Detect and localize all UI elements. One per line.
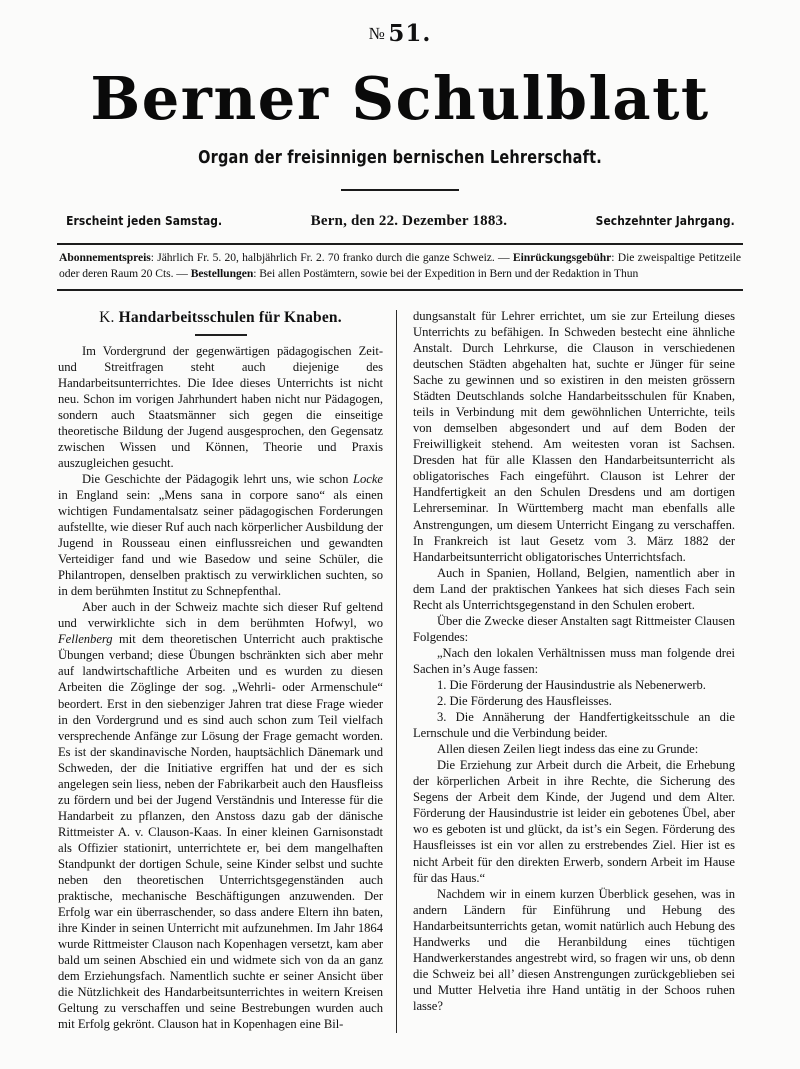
publication-frequency: Erscheint jeden Samstag. <box>66 213 223 228</box>
article-paragraph: Nachdem wir in einem kurzen Überblick gesehen, was in andern Ländern für Einführung und Hebung des Handarbeitsunterrichts getan, womit natürlich auch Hebung des Handwerks und die Heranbildung eines tüchtigen Handwerkerstandes angestrebt wird, so fragen wir uns, ob denn die Schweiz bei all’ diesen Anstrengungen zurückgeblieben sei und Mutter Helvetia ihre Hand untätig in der Schoos ruhen lasse? <box>413 886 735 1013</box>
article-paragraph: 1. Die Förderung der Hausindustrie als Nebenerwerb. <box>436 677 706 692</box>
article-paragraph: Die Erziehung zur Arbeit durch die Arbeit, die Erhebung der körperlichen Arbeit in ihre Rechte, die Sicherung des Segens der Arbeit dem Kinde, der Jugend und dem Alter. Förderung der Hausindustrie ist leider ein gebotenes Übel, aber wo es geboten ist und glückt, da ist’s ein Segen. Förderung des Hausfleisses ist ein vor allen zu erstrebendes Ziel. Hier ist es nicht Arbeit für den direkten Erwerb, sondern Arbeit im Hause für das Haus.“ <box>413 758 735 885</box>
volume-year: Sechzehnter Jahrgang. <box>595 213 735 228</box>
subscription-info-box <box>57 243 743 291</box>
issue-number-value: 51. <box>388 20 432 47</box>
article-paragraph: 2. Die Förderung des Hausfleisses. <box>436 694 612 709</box>
article-title <box>58 309 383 327</box>
subscription-price-label: Abonnementspreis <box>59 251 151 264</box>
subscription-text <box>59 250 741 283</box>
emphasis-text: Fellenberg <box>58 632 113 647</box>
article-title-text: Handarbeitsschulen für Knaben. <box>118 308 342 326</box>
article-paragraph: Im Vordergrund der gegenwärtigen pädagogischen Zeit- und Streitfragen steht auch diejenige des Handarbeitsunterrichtes. Die Idee dieses Unterrichts ist nicht neu. Schon im vorigen Jahrhundert haben nicht nur Pädagogen, sondern auch Staatsmänner sich gegen die einseitige theoretische Bildung der Jugend ausgesprochen, den Gegensatz zwischen Wissen und Können, Theorie und Praxis auszugleichen gesucht. <box>58 343 383 470</box>
article-body-right <box>413 308 735 1014</box>
article-paragraph: Die Geschichte der Pädagogik lehrt uns, wie schon Locke in England sein: „Mens sana in corpore sano“ als einen wichtigen Fundamentalsatz seiner pädagogischen Forderungen aufstellte, wie dieser Ruf auch nach körperlicher Ausbildung der Jugend in Rousseau einen einflussreichen und gewandten Verteidiger fand und wie Basedow und seine Schüler, die Philantropen, denselben praktisch zu verwirklichen suchten, so in dem berühmten Institut zu Schnepfenthal. <box>58 471 383 599</box>
issue-number-line <box>0 0 800 45</box>
emphasis-text: Locke <box>353 471 383 486</box>
masthead-subtitle: Organ der freisinnigen bernischen Lehrerschaft. <box>198 148 602 168</box>
article-paragraph: Auch in Spanien, Holland, Belgien, namentlich aber in dem Land der praktischen Yankees hat sich dieses Fach sein Recht als Unterrichtsgegenstand in den Schulen erobert. <box>413 565 735 612</box>
article-paragraph: „Nach den lokalen Verhältnissen muss man folgende drei Sachen in’s Auge fassen: <box>413 645 735 676</box>
article-body-left <box>58 343 383 1033</box>
orders-label: Bestellungen <box>190 267 254 281</box>
article-columns <box>58 308 742 1033</box>
article-section-letter: K. <box>99 308 115 326</box>
orders-text: : Bei allen Postämtern, sowie bei der Expedition in Bern und der Redaktion in Thun <box>253 267 639 281</box>
article-paragraph: dungsanstalt für Lehrer errichtet, um sie zur Erteilung dieses Unterrichts zu befähigen. In Schweden bestecht eine ähnliche Anstalt. Durch Lehrkurse, die Clauson in verschiedenen deutschen Städten abgehalten hat, suchte er Jünger für seine Sache zu gewinnen und so existiren in den meisten grössern Städten Deutschlands solche Handarbeitsschulen für Knaben, teils in Verbindung mit dem gewöhnlichen Unterrichte, teils von demselben abgesondert und auf dem Boden der Freiwilligkeit stehend. Am weitesten voran ist Sachsen. Dresden hat für alle Klassen den Handarbeitsunterricht als obligatorisches Fach eingeführt. Clauson ist Lehrer der Handfertigkeit an den Schulen Dresdens und am dortigen Lehrerseminar. In Württemberg macht man ebenfalls alle Anstrengungen, um diesem Unterricht Eingang zu verschaffen. In Frankreich ist laut Gesetz vom 3. März 1882 der Handarbeitsunterricht obligatorisches Unterrichtsfach. <box>413 308 735 564</box>
masthead-title: Berner Schulblatt <box>90 64 710 133</box>
article-paragraph: Aber auch in der Schweiz machte sich dieser Ruf geltend und verwirklichte sich in dem berühmten Hofwyl, wo Fellenberg mit dem theoretischen Unterricht auch praktische Übungen verband; diese Übungen bschränkten sich aber mehr auf landwirtschaftliche Arbeiten und es wurden zu diesen Arbeiten die Zöglinge der sog. „Wehrli- oder Armenschule“ beordert. Erst in den siebenziger Jahren trat diese Frage wieder in den Vordergrund und es sind auch schon zum Teil vielfach versprechende Anfänge zur Lösung der Frage gemacht worden. Es ist der skandinavische Norden, hauptsächlich Dänemark und Schweden, der die Initiative ergriffen hat und der es sich angelegen sein liess, neben der Fabrikarbeit auch den Hausfleiss zu fördern und bei der Jugend Verständnis und Interesse für die Handarbeit zu pflanzen, den Anstoss dazu gab der dänische Rittmeister A. v. Clauson-Kaas. In einer kleinen Garnisonstadt als Offizier stationirt, unterrichtete er, bei dem mangelhaften Standpunkt der dortigen Schule, seine Kinder selbst und suchte neben den theoretischen Unterrichtsgegenständen auch praktische, mechanische Beschäftigungen anzuwenden. Der Erfolg war ein überraschender, so dass andere Eltern ihn baten, ihre Kinder in seinen Unterricht mit aufzunehmen. Im Jahr 1864 wurde Rittmeister Clauson nach Kopenhagen versetzt, kam aber bald um seinen Abschied ein und widmete sich von da an ganz dem Erziehungsfach. Namentlich suchte er seiner Ansicht über die Nützlichkeit des Handarbeitsunterrichtes in weitern Kreisen Geltung zu verschaffen und seine Bestrebungen wurden auch mit Erfolg gekrönt. Clauson hat in Kopenhagen eine Bil- <box>58 600 383 1032</box>
subscription-price-text: : Jährlich Fr. 5. 20, halbjährlich Fr. 2. 70 franko durch die ganze Schweiz. — <box>150 251 513 264</box>
article-paragraph: 3. Die Annäherung der Handfertigkeitsschule an die Lernschule und die Verbindung beider. <box>413 710 735 741</box>
advertising-fee-text: : Die zweispaltige Petitzeile oder deren Raum 20 Cts. — <box>59 251 741 281</box>
masthead-divider-rule <box>341 189 459 191</box>
numero-sign-icon: № <box>368 24 386 43</box>
column-right <box>397 308 735 1033</box>
dateline <box>62 213 738 230</box>
article-title-rule <box>195 334 247 336</box>
article-paragraph: Allen diesen Zeilen liegt indess das eine zu Grunde: <box>436 742 699 757</box>
article-paragraph: Über die Zwecke dieser Anstalten sagt Rittmeister Clausen Folgendes: <box>413 613 735 644</box>
advertising-fee-label: Einrückungsgebühr <box>512 251 612 264</box>
column-left <box>58 308 396 1033</box>
place-and-date: Bern, den 22. Dezember 1883. <box>310 213 508 229</box>
